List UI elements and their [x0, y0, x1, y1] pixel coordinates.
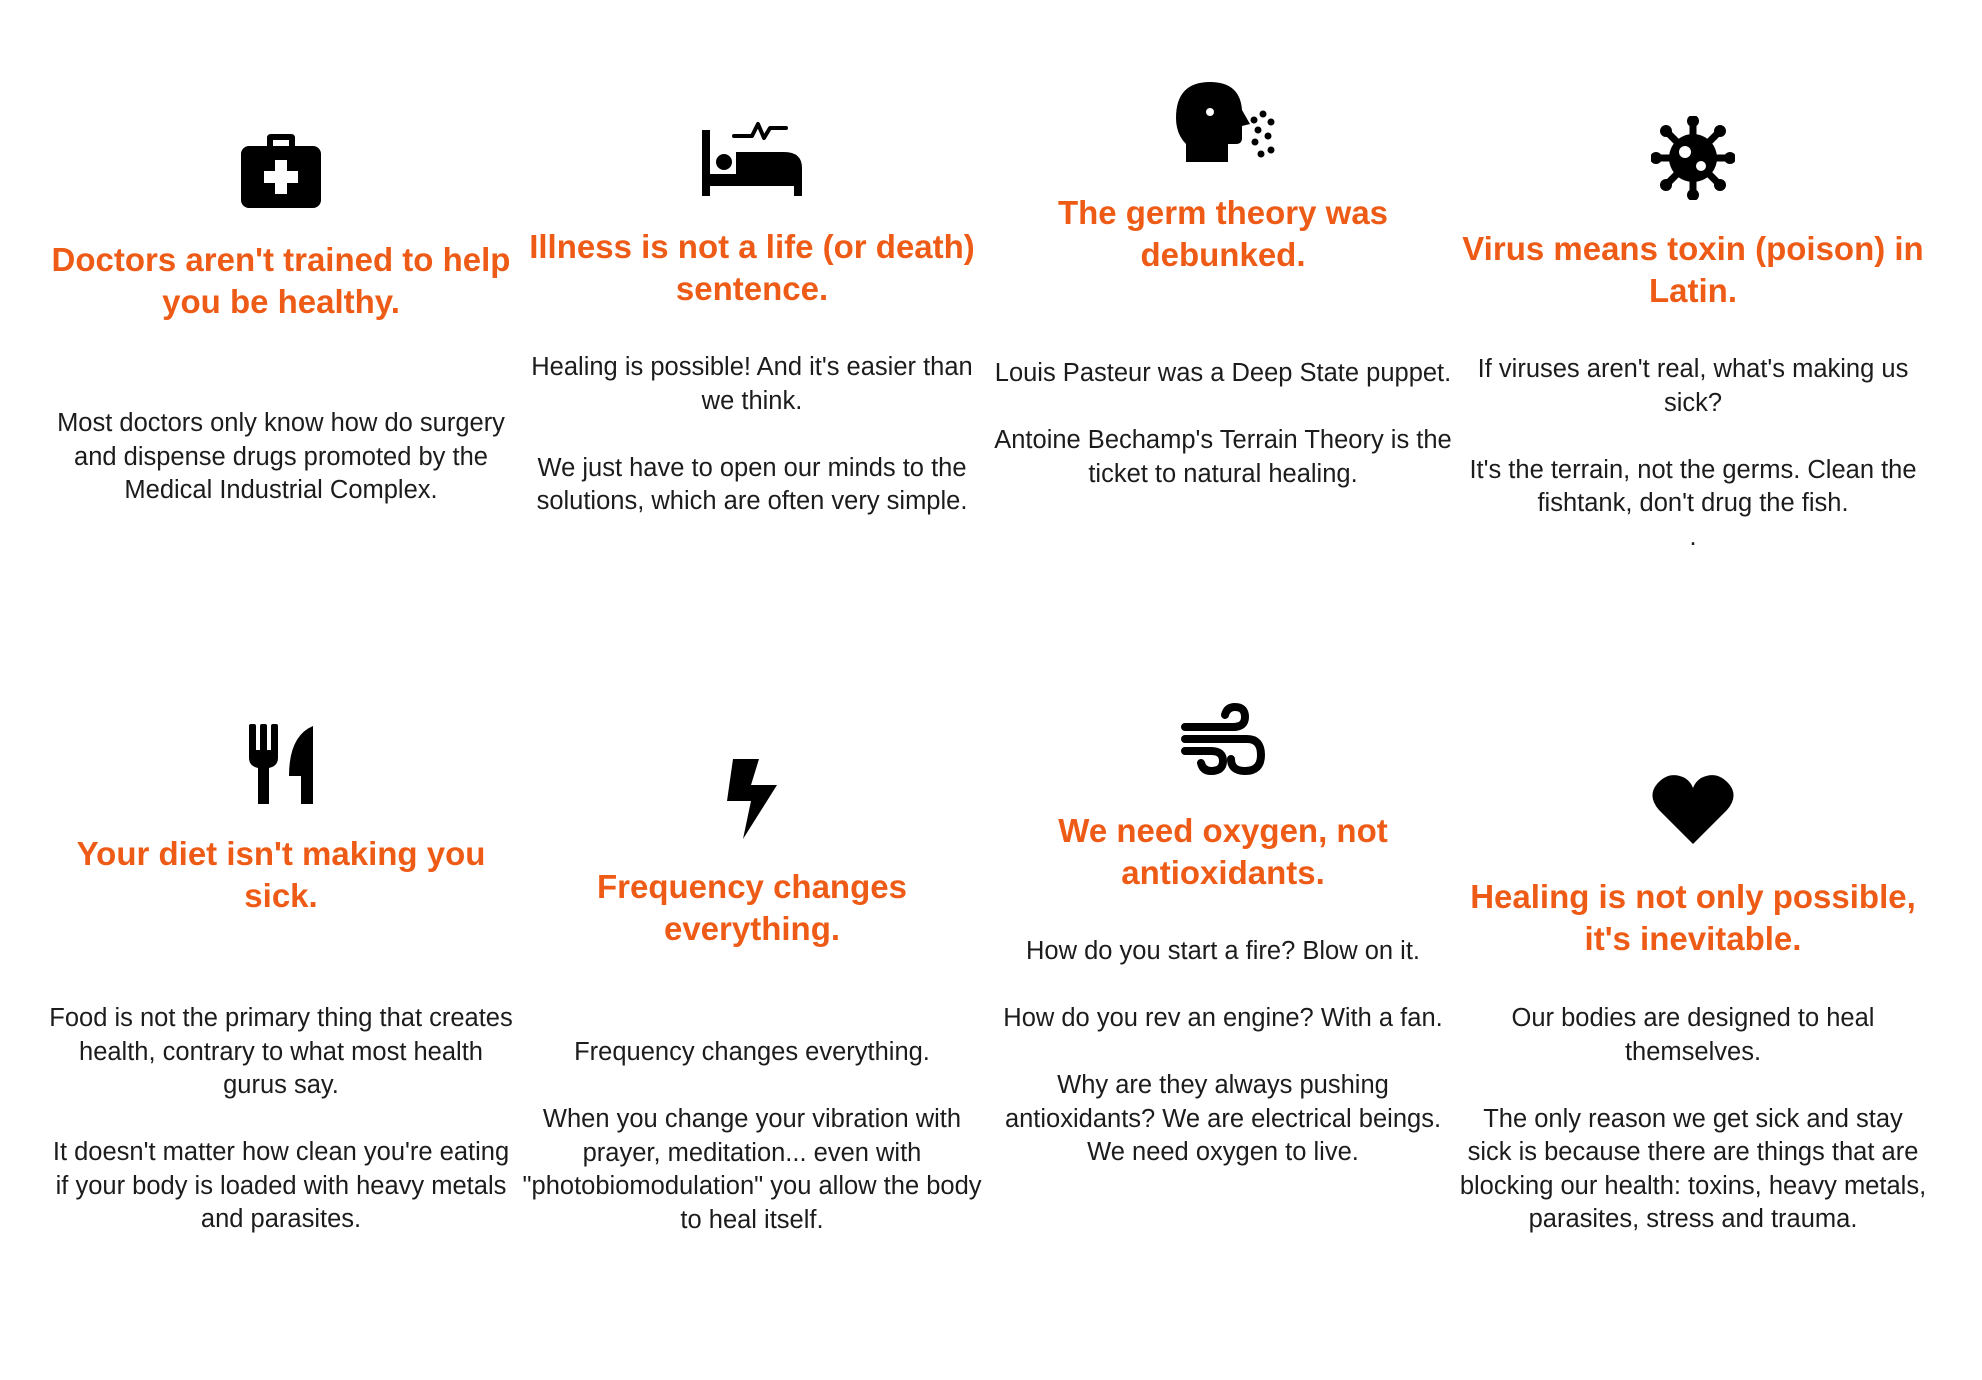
card-body — [46, 407, 516, 508]
card-paragraph: Our bodies are designed to heal themselves. — [1511, 1004, 1875, 1066]
card-title: Illness is not a life (or death) sentence. — [529, 228, 975, 307]
card-paragraph: When you change your vibration with prayer, meditation... even with "photobiomodulation" you allow the body to heal itself. — [522, 1105, 982, 1234]
card-paragraph: Antoine Bechamp's Terrain Theory is the ticket to natural healing. — [994, 426, 1452, 488]
medical-kit-icon — [239, 132, 323, 210]
card-paragraph: Why are they always pushing antioxidants? We are electrical beings. We need oxygen to live. — [1004, 1071, 1442, 1166]
card-paragraph: How do you start a fire? Blow on it. — [1025, 937, 1421, 965]
virus-icon — [1651, 116, 1735, 200]
card-body — [517, 1036, 987, 1237]
wind-icon — [1181, 703, 1265, 775]
card-title: Doctors aren't trained to help you be healthy. — [51, 241, 511, 320]
card-paragraph: Frequency changes everything. — [574, 1038, 930, 1066]
card-body — [1458, 1002, 1928, 1237]
card-paragraph: The only reason we get sick and stay sick is because there are things that are blocking our health: toxins, heavy metals, parasites, stress and trauma. — [1459, 1104, 1927, 1233]
card-body — [517, 351, 987, 519]
card-title: Frequency changes everything. — [597, 868, 907, 947]
card-paragraph: How do you rev an engine? With a fan. — [1003, 1004, 1443, 1032]
card-paragraph: Healing is possible! And it's easier than we think. — [531, 353, 973, 415]
hospital-bed-icon — [700, 116, 804, 198]
lightning-bolt-icon — [725, 757, 779, 839]
card-title: We need oxygen, not antioxidants. — [1058, 812, 1388, 891]
fork-knife-icon — [247, 724, 315, 806]
card-title: Virus means toxin (poison) in Latin. — [1462, 230, 1924, 309]
card-paragraph: . — [1689, 522, 1697, 551]
card-title: Healing is not only possible, it's inevitable. — [1470, 878, 1916, 957]
card-title: The germ theory was debunked. — [1057, 194, 1389, 273]
card-paragraph: It doesn't matter how clean you're eating if your body is loaded with heavy metals and parasites. — [52, 1138, 510, 1233]
card-paragraph: We just have to open our minds to the solutions, which are often very simple. — [536, 453, 968, 515]
card-body — [1458, 353, 1928, 554]
card-title: Your diet isn't making you sick. — [76, 835, 486, 914]
card-paragraph: Louis Pasteur was a Deep State puppet. — [994, 359, 1452, 387]
card-body — [988, 357, 1458, 491]
heart-icon — [1651, 772, 1735, 846]
card-body — [46, 1002, 516, 1237]
card-paragraph: Food is not the primary thing that creates health, contrary to what most health gurus say. — [49, 1004, 513, 1099]
head-sneeze-icon — [1170, 80, 1276, 164]
card-paragraph: If viruses aren't real, what's making us sick? — [1477, 355, 1909, 417]
card-paragraph: Most doctors only know how do surgery and dispense drugs promoted by the Medical Industrial Complex. — [57, 409, 505, 504]
card-paragraph: It's the terrain, not the germs. Clean the fishtank, don't drug the fish. — [1469, 455, 1917, 517]
card-body — [988, 935, 1458, 1170]
